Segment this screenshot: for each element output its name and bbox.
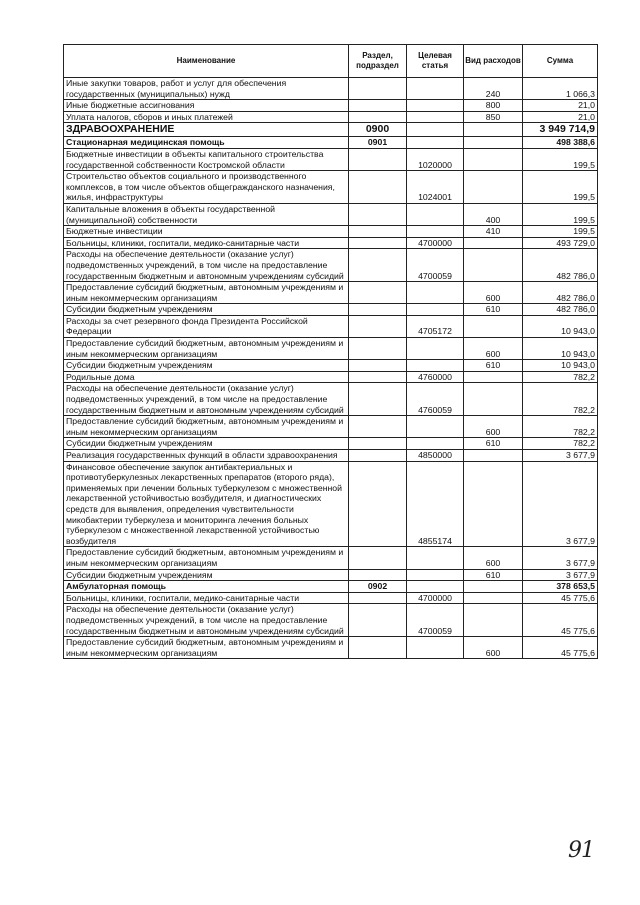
cell-target: 4700000 [407,237,464,249]
cell-name: Расходы на обеспечение деятельности (оказание услуг) подведомственных учреждений, в том числе на предоставление государственным бюджетным и автономным учреждениям субсидий [64,604,349,637]
cell-section: 0901 [349,137,407,149]
cell-target: 4700059 [407,249,464,282]
cell-name: Больницы, клиники, госпитали, медико-санитарные части [64,237,349,249]
cell-section [349,148,407,170]
cell-kind [464,315,523,337]
header-target: Целевая статья [407,45,464,78]
cell-kind: 610 [464,360,523,372]
cell-name: Расходы на обеспечение деятельности (оказание услуг) подведомственных учреждений, в том числе на предоставление государственным бюджетным и автономным учреждениям субсидий [64,249,349,282]
cell-target [407,123,464,137]
cell-name: Расходы на обеспечение деятельности (оказание услуг) подведомственных учреждений, в том числе на предоставление государственным бюджетным и автономным учреждениям субсидий [64,383,349,416]
cell-name: Субсидии бюджетным учреждениям [64,569,349,581]
cell-sum: 199,5 [523,148,598,170]
cell-sum: 482 786,0 [523,304,598,316]
table-row [64,171,598,204]
table-row [64,237,598,249]
table-row [64,450,598,462]
cell-section [349,203,407,225]
cell-kind: 600 [464,637,523,659]
cell-kind: 800 [464,100,523,112]
table-row [64,249,598,282]
cell-kind [464,450,523,462]
cell-target [407,547,464,569]
cell-kind: 240 [464,78,523,100]
table-row [64,148,598,170]
table-body [64,78,598,659]
cell-target: 4700059 [407,604,464,637]
cell-section [349,282,407,304]
cell-kind [464,604,523,637]
cell-name: Амбулаторная помощь [64,581,349,593]
cell-section [349,100,407,112]
cell-kind: 610 [464,569,523,581]
table-row [64,315,598,337]
cell-sum: 199,5 [523,171,598,204]
cell-target [407,338,464,360]
cell-section [349,338,407,360]
cell-target [407,137,464,149]
cell-kind: 610 [464,438,523,450]
cell-target: 4700000 [407,592,464,604]
header-kind: Вид расходов [464,45,523,78]
table-row [64,438,598,450]
cell-section [349,360,407,372]
cell-kind [464,123,523,137]
cell-sum: 10 943,0 [523,360,598,372]
cell-name: Бюджетные инвестиции в объекты капитального строительства государственной собственности Костромской области [64,148,349,170]
table-row [64,111,598,123]
table-row [64,604,598,637]
cell-section: 0902 [349,581,407,593]
cell-name: Иные закупки товаров, работ и услуг для обеспечения государственных (муниципальных) нужд [64,78,349,100]
header-name: Наименование [64,45,349,78]
cell-name: Предоставление субсидий бюджетным, автономным учреждениям и иным некоммерческим организациям [64,282,349,304]
header-sum: Сумма [523,45,598,78]
table-row [64,100,598,112]
cell-sum: 498 388,6 [523,137,598,149]
cell-section [349,304,407,316]
cell-sum: 21,0 [523,100,598,112]
cell-sum: 378 653,5 [523,581,598,593]
cell-sum: 493 729,0 [523,237,598,249]
table-header-row [64,45,598,78]
cell-sum: 3 677,9 [523,461,598,547]
cell-name: Предоставление субсидий бюджетным, автономным учреждениям и иным некоммерческим организациям [64,416,349,438]
cell-section [349,592,407,604]
cell-target [407,111,464,123]
cell-target [407,581,464,593]
table-row [64,203,598,225]
cell-sum: 782,2 [523,416,598,438]
cell-sum: 3 949 714,9 [523,123,598,137]
cell-sum: 10 943,0 [523,315,598,337]
cell-target [407,203,464,225]
table-row [64,637,598,659]
cell-name: Расходы за счет резервного фонда Президента Российской Федерации [64,315,349,337]
cell-sum: 3 677,9 [523,569,598,581]
cell-name: Родильные дома [64,371,349,383]
table-row [64,592,598,604]
cell-sum: 782,2 [523,438,598,450]
cell-kind [464,383,523,416]
cell-sum: 482 786,0 [523,282,598,304]
cell-target: 4760059 [407,383,464,416]
table-row [64,123,598,137]
cell-sum: 45 775,6 [523,637,598,659]
cell-section [349,237,407,249]
cell-target [407,304,464,316]
cell-sum: 3 677,9 [523,547,598,569]
cell-kind: 600 [464,547,523,569]
cell-sum: 1 066,3 [523,78,598,100]
cell-target [407,438,464,450]
cell-kind [464,249,523,282]
cell-sum: 3 677,9 [523,450,598,462]
cell-name: Субсидии бюджетным учреждениям [64,438,349,450]
cell-target: 1024001 [407,171,464,204]
table-row [64,371,598,383]
cell-name: Субсидии бюджетным учреждениям [64,360,349,372]
cell-target [407,100,464,112]
cell-name: Субсидии бюджетным учреждениям [64,304,349,316]
cell-kind: 600 [464,282,523,304]
cell-sum: 21,0 [523,111,598,123]
cell-sum: 482 786,0 [523,249,598,282]
cell-name: Иные бюджетные ассигнования [64,100,349,112]
table-row [64,78,598,100]
cell-section [349,416,407,438]
cell-sum: 45 775,6 [523,592,598,604]
table-row [64,461,598,547]
cell-target: 4705172 [407,315,464,337]
cell-kind [464,371,523,383]
cell-kind: 600 [464,338,523,360]
cell-target [407,416,464,438]
table-row [64,569,598,581]
cell-kind: 400 [464,203,523,225]
cell-kind [464,461,523,547]
cell-section [349,450,407,462]
cell-target [407,282,464,304]
cell-target: 4850000 [407,450,464,462]
table-row [64,137,598,149]
header-section: Раздел, подраздел [349,45,407,78]
cell-kind [464,171,523,204]
cell-kind [464,581,523,593]
cell-target [407,569,464,581]
budget-table [63,44,598,659]
cell-target [407,226,464,238]
cell-section [349,461,407,547]
table-row [64,338,598,360]
cell-name: Капитальные вложения в объекты государственной (муниципальной) собственности [64,203,349,225]
cell-section [349,78,407,100]
cell-name: Реализация государственных функций в области здравоохранения [64,450,349,462]
cell-section [349,249,407,282]
cell-target: 4855174 [407,461,464,547]
cell-kind: 610 [464,304,523,316]
cell-kind: 410 [464,226,523,238]
cell-section: 0900 [349,123,407,137]
cell-sum: 782,2 [523,371,598,383]
table-row [64,547,598,569]
cell-sum: 45 775,6 [523,604,598,637]
cell-section [349,315,407,337]
cell-section [349,171,407,204]
cell-name: Предоставление субсидий бюджетным, автономным учреждениям и иным некоммерческим организациям [64,547,349,569]
cell-name: Стационарная медицинская помощь [64,137,349,149]
cell-name: ЗДРАВООХРАНЕНИЕ [64,123,349,137]
cell-target [407,637,464,659]
cell-section [349,383,407,416]
cell-name: Предоставление субсидий бюджетным, автономным учреждениям и иным некоммерческим организациям [64,338,349,360]
cell-section [349,438,407,450]
cell-kind [464,592,523,604]
cell-target: 1020000 [407,148,464,170]
page-number: 91 [568,838,594,863]
cell-name: Больницы, клиники, госпитали, медико-санитарные части [64,592,349,604]
cell-name: Уплата налогов, сборов и иных платежей [64,111,349,123]
cell-kind [464,148,523,170]
cell-kind [464,237,523,249]
cell-target [407,360,464,372]
table-row [64,383,598,416]
cell-section [349,226,407,238]
cell-kind [464,137,523,149]
cell-target: 4760000 [407,371,464,383]
cell-kind: 600 [464,416,523,438]
cell-target [407,78,464,100]
cell-section [349,111,407,123]
cell-section [349,371,407,383]
cell-section [349,547,407,569]
cell-sum: 10 943,0 [523,338,598,360]
table-row [64,282,598,304]
table-row [64,304,598,316]
cell-sum: 199,5 [523,203,598,225]
cell-section [349,604,407,637]
cell-section [349,569,407,581]
cell-section [349,637,407,659]
table-row [64,226,598,238]
table-row [64,581,598,593]
cell-name: Финансовое обеспечение закупок антибактериальных и противотуберкулезных лекарственных препаратов (второго ряда), применяемых при лечении больных туберкулезом с множественной лекарственной устойчивостью возбудителя, и диагностических средств для выявления, определения чувствительности микобактерии туберкулеза и мониторинга лечения больных туберкулезом с множественной лекарственной устойчивостью возбудителя [64,461,349,547]
cell-sum: 199,5 [523,226,598,238]
table-row [64,416,598,438]
cell-sum: 782,2 [523,383,598,416]
cell-name: Строительство объектов социального и производственного комплексов, в том числе объектов общегражданского назначения, жилья, инфраструктуры [64,171,349,204]
cell-kind: 850 [464,111,523,123]
table-row [64,360,598,372]
cell-name: Предоставление субсидий бюджетным, автономным учреждениям и иным некоммерческим организациям [64,637,349,659]
cell-name: Бюджетные инвестиции [64,226,349,238]
